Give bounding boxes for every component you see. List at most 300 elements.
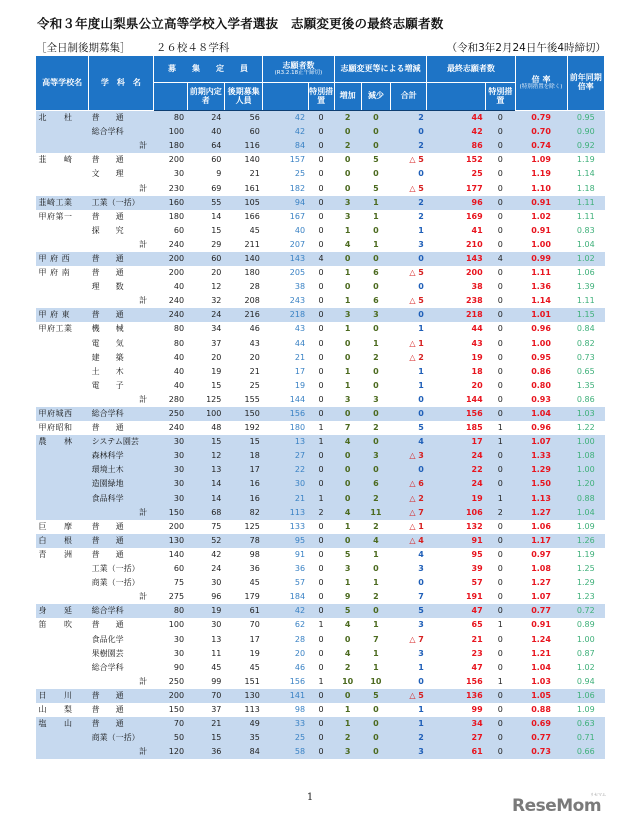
cell-dept: 理 数: [91, 282, 124, 292]
resemom-logo-kana: リセマム: [590, 792, 606, 797]
cell-dec: 2: [361, 492, 390, 506]
cell-app: 144: [289, 394, 306, 404]
cell-prev: 0.82: [576, 338, 595, 348]
header-prev: 前年同期倍率: [567, 56, 604, 111]
cell-school: [36, 492, 89, 506]
cell-tot: 2: [391, 196, 427, 210]
cell-tot: 3: [391, 745, 427, 759]
cell-tot: △ 7: [391, 506, 427, 520]
cell-late: 36: [249, 564, 260, 574]
table-row: [36, 604, 605, 618]
cell-late: 82: [224, 506, 262, 520]
cell-late: 45: [249, 578, 260, 588]
cell-sp: 0: [318, 183, 324, 193]
school-count: ２６校４８学科: [155, 42, 230, 54]
cell-cap: 250: [153, 407, 187, 421]
header-change: 志願変更等による増減: [334, 56, 427, 83]
cell-late: 18: [224, 449, 262, 463]
cell-fsp: 0: [497, 268, 503, 278]
cell-school: 笛 吹: [38, 620, 73, 630]
cell-final: 65: [471, 620, 483, 630]
header-final-blank: [427, 83, 486, 111]
cell-dept: 機 械: [91, 324, 124, 334]
table-row: [36, 548, 605, 562]
cell-dec: 0: [373, 380, 379, 390]
cell-sp: 0: [318, 521, 324, 531]
cell-final: 47: [427, 604, 486, 618]
cell-app: 13: [263, 435, 308, 449]
cell-dept: 普 通: [91, 268, 124, 278]
cell-final: 169: [465, 211, 483, 221]
cell-dept: 普 通: [91, 549, 124, 559]
cell-rate: 1.21: [531, 648, 551, 658]
cell-sp: 0: [308, 308, 334, 322]
cell-fsp: 0: [497, 366, 503, 376]
cell-final: 20: [471, 380, 483, 390]
cell-school: [36, 280, 89, 294]
cell-school: [36, 576, 89, 590]
cell-tot: △ 5: [391, 689, 427, 703]
cell-prev: 0.65: [576, 366, 595, 376]
cell-inc: 3: [344, 564, 351, 574]
cell-school: [36, 365, 89, 379]
cell-tot: 4: [391, 435, 427, 449]
cell-sp: 0: [308, 449, 334, 463]
cell-fsp: 0: [486, 604, 515, 618]
cell-late: 16: [224, 477, 262, 491]
cell-late: 21: [249, 169, 260, 179]
cell-cap: 80: [153, 111, 187, 126]
cell-tot: 1: [418, 366, 424, 376]
cell-dec: 2: [373, 592, 379, 602]
cell-sp: 0: [308, 717, 334, 731]
cell-early: 125: [206, 394, 222, 404]
cell-prev: 0.66: [567, 745, 604, 759]
cell-dept: 計: [139, 239, 148, 249]
cell-cap: 200: [168, 268, 185, 278]
cell-dec: 6: [373, 296, 379, 306]
table-row: [36, 167, 605, 181]
cell-cap: 130: [153, 534, 187, 548]
table-row: [36, 534, 605, 548]
cell-school: 青 洲: [38, 549, 73, 559]
table-row: [36, 111, 605, 126]
cell-rate: 1.07: [515, 435, 567, 449]
table-row: [36, 520, 605, 534]
cell-rate: 1.14: [531, 296, 551, 306]
cell-dept: 電 気: [91, 338, 124, 348]
cell-school: [36, 562, 89, 576]
table-row: [36, 506, 605, 520]
cell-early: 60: [187, 252, 224, 266]
cell-tot: △ 6: [391, 477, 427, 491]
cell-prev: 0.90: [567, 125, 604, 139]
cell-tot: 7: [418, 592, 424, 602]
cell-late: 192: [244, 423, 260, 433]
cell-tot: 0: [418, 578, 424, 588]
cell-final: 21: [471, 634, 483, 644]
cell-early: 36: [187, 745, 224, 759]
cell-late: 216: [224, 308, 262, 322]
table-row: [36, 661, 605, 675]
cell-sp: 0: [318, 352, 324, 362]
cell-late: 45: [249, 225, 260, 235]
cell-prev: 1.39: [576, 282, 595, 292]
cell-tot: 0: [418, 282, 424, 292]
cell-app: 207: [289, 239, 306, 249]
cell-dept: 計: [139, 676, 148, 686]
cell-late: 151: [244, 676, 260, 686]
cell-dec: 5: [373, 155, 379, 165]
cell-inc: 2: [334, 731, 361, 745]
cell-prev: 1.06: [576, 268, 595, 278]
cell-app: 143: [263, 252, 308, 266]
cell-late: 140: [244, 155, 260, 165]
cell-dept: 普 通: [89, 252, 153, 266]
header-applicants-note: (R3.2.18正午締切): [274, 70, 323, 77]
cell-rate: 1.02: [531, 211, 551, 221]
cell-school: 日 川: [36, 689, 89, 703]
cell-inc: 0: [344, 282, 351, 292]
cell-dept: 土 木: [91, 366, 124, 376]
cell-rate: 0.91: [531, 225, 551, 235]
cell-app: 36: [294, 564, 306, 574]
cell-early: 75: [211, 521, 222, 531]
cell-inc: 3: [334, 196, 361, 210]
cell-app: 58: [263, 745, 308, 759]
cell-rate: 0.99: [515, 252, 567, 266]
cell-late: 161: [244, 183, 260, 193]
cell-tot: 1: [418, 324, 424, 334]
cell-app: 19: [294, 380, 306, 390]
cell-tot: 0: [418, 676, 424, 686]
cell-sp: 1: [308, 492, 334, 506]
cell-rate: 1.19: [531, 169, 551, 179]
cell-school: [36, 181, 89, 195]
cell-tot: 1: [418, 380, 424, 390]
cell-inc: 3: [334, 308, 361, 322]
cell-fsp: 0: [497, 549, 503, 559]
cell-dept: 文 理: [91, 169, 124, 179]
cell-cap: 30: [153, 449, 187, 463]
cell-dec: 0: [373, 324, 379, 334]
cell-late: 56: [224, 111, 262, 126]
cell-dept: 工業（一括）: [89, 196, 153, 210]
cell-dept: 普 通: [89, 717, 153, 731]
cell-dec: 0: [373, 169, 379, 179]
cell-final: 177: [465, 183, 483, 193]
cell-rate: 1.05: [515, 689, 567, 703]
cell-final: 156: [465, 676, 483, 686]
header-special: 特別措置: [308, 83, 334, 111]
cell-rate: 1.24: [531, 634, 551, 644]
cell-early: 14: [211, 211, 222, 221]
table-row: [36, 576, 605, 590]
cell-cap: 150: [153, 506, 187, 520]
cell-dec: 0: [373, 282, 379, 292]
cell-final: 19: [427, 492, 486, 506]
cell-tot: 4: [418, 549, 424, 559]
cell-inc: 0: [334, 689, 361, 703]
cell-school: [36, 379, 89, 393]
cell-app: 94: [263, 196, 308, 210]
cell-dec: 11: [361, 506, 390, 520]
cell-cap: 40: [173, 366, 185, 376]
table-row: [36, 618, 605, 632]
cell-school: [36, 506, 89, 520]
cell-dec: 1: [373, 239, 379, 249]
cell-school: [36, 731, 89, 745]
cell-dec: 0: [361, 435, 390, 449]
cell-tot: 5: [418, 423, 424, 433]
cell-late: 211: [244, 239, 260, 249]
cell-late: 113: [244, 704, 260, 714]
cell-school: [36, 647, 89, 661]
cell-tot: 0: [391, 407, 427, 421]
cell-rate: 1.04: [531, 662, 551, 672]
cell-sp: 0: [308, 604, 334, 618]
cell-sp: 0: [318, 211, 324, 221]
cell-sp: 0: [318, 155, 324, 165]
cell-tot: 3: [418, 648, 424, 658]
cell-tot: △ 1: [409, 521, 424, 531]
cell-prev: 1.20: [567, 477, 604, 491]
cell-prev: 0.83: [576, 225, 595, 235]
cell-sp: 1: [318, 423, 324, 433]
cell-fsp: 0: [497, 296, 503, 306]
cell-early: 11: [211, 648, 222, 658]
cell-early: 12: [211, 282, 222, 292]
cell-final: 44: [427, 111, 486, 126]
cell-inc: 0: [334, 534, 361, 548]
cell-prev: 1.26: [567, 534, 604, 548]
cell-app: 91: [294, 549, 306, 559]
cell-sp: 0: [318, 380, 324, 390]
cell-cap: 240: [168, 239, 185, 249]
cell-dec: 0: [373, 564, 379, 574]
cell-tot: △ 5: [409, 155, 424, 165]
table-row: [36, 308, 605, 322]
cell-cap: 60: [173, 225, 185, 235]
cell-dec: 0: [361, 125, 390, 139]
cell-dec: 0: [361, 463, 390, 477]
cell-dept: 普 通: [89, 534, 153, 548]
cell-fsp: 0: [497, 521, 503, 531]
cell-early: 9: [216, 169, 222, 179]
cell-prev: 0.63: [567, 717, 604, 731]
cell-prev: 0.73: [576, 352, 595, 362]
cell-prev: 0.92: [567, 139, 604, 153]
cell-early: 70: [187, 689, 224, 703]
cell-late: 98: [249, 549, 260, 559]
cell-early: 96: [211, 592, 222, 602]
cell-school: [36, 224, 89, 238]
cell-prev: 1.11: [576, 296, 595, 306]
cell-dec: 0: [361, 717, 390, 731]
table-row: [36, 379, 605, 393]
cell-final: 47: [471, 662, 483, 672]
cell-fsp: 0: [486, 731, 515, 745]
cell-tot: 0: [391, 308, 427, 322]
cell-dept: 電 子: [91, 380, 124, 390]
cell-early: 30: [211, 578, 222, 588]
cell-final: 106: [427, 506, 486, 520]
cell-school: 山 梨: [38, 704, 73, 714]
header-department: 学 科 名: [89, 56, 153, 111]
cell-fsp: 0: [497, 211, 503, 221]
cell-prev: 1.29: [576, 578, 595, 588]
cell-app: 20: [294, 648, 306, 658]
cell-inc: 3: [334, 745, 361, 759]
cell-sp: 0: [308, 407, 334, 421]
cell-inc: 2: [344, 662, 351, 672]
cell-final: 132: [465, 521, 483, 531]
cell-rate: 0.91: [515, 196, 567, 210]
cell-cap: 60: [173, 564, 185, 574]
cell-final: 25: [471, 169, 483, 179]
cell-cap: 90: [173, 662, 185, 672]
cell-app: 180: [289, 423, 306, 433]
cell-cap: 80: [153, 604, 187, 618]
cell-inc: 0: [344, 183, 351, 193]
cell-sp: 1: [318, 676, 324, 686]
cell-final: 44: [471, 324, 483, 334]
cell-sp: 0: [318, 648, 324, 658]
cell-dec: 4: [361, 534, 390, 548]
cell-dec: 2: [373, 521, 379, 531]
cell-school: [36, 632, 89, 646]
header-applicants: [263, 56, 334, 83]
cell-school: [36, 125, 89, 139]
cell-tot: 3: [418, 620, 424, 630]
cell-early: 37: [211, 338, 222, 348]
cell-cap: 80: [173, 324, 185, 334]
cell-dept: 総合学科: [89, 125, 153, 139]
cell-cap: 240: [168, 296, 185, 306]
cell-late: 43: [249, 338, 260, 348]
cell-final: 95: [471, 549, 483, 559]
cell-rate: 0.80: [531, 380, 551, 390]
header-applicants-label: 志願者数: [282, 60, 315, 70]
cell-dec: 0: [373, 366, 379, 376]
cell-fsp: 0: [486, 125, 515, 139]
cell-fsp: 0: [497, 225, 503, 235]
cell-prev: 1.04: [576, 239, 595, 249]
cell-school: 韮崎工業: [36, 196, 89, 210]
cell-prev: 0.89: [576, 620, 595, 630]
cell-fsp: 0: [486, 196, 515, 210]
cell-app: 25: [263, 731, 308, 745]
cell-fsp: 1: [497, 423, 503, 433]
cell-dept: 総合学科: [89, 407, 153, 421]
cell-prev: 1.14: [576, 169, 595, 179]
cell-dept: 計: [89, 745, 153, 759]
cell-app: 38: [294, 282, 306, 292]
cell-app: 28: [294, 634, 306, 644]
cell-inc: 5: [344, 549, 351, 559]
cell-cap: 30: [173, 648, 185, 658]
cell-early: 12: [187, 449, 224, 463]
table-row: [36, 463, 605, 477]
table-row: [36, 421, 605, 435]
cell-school: [36, 294, 89, 308]
cell-app: 42: [263, 111, 308, 126]
cell-cap: 180: [153, 139, 187, 153]
header-final-special: 特別措置: [486, 83, 515, 111]
cell-cap: 140: [168, 549, 185, 559]
table-row: [36, 196, 605, 210]
cell-dept: 普 通: [91, 211, 124, 221]
table-row: [36, 562, 605, 576]
cell-final: 23: [471, 648, 483, 658]
cell-dec: 0: [373, 225, 379, 235]
cell-app: 40: [294, 225, 306, 235]
cell-early: 68: [187, 506, 224, 520]
cell-app: 43: [294, 324, 306, 334]
cell-prev: 1.02: [567, 252, 604, 266]
cell-dec: 0: [361, 139, 390, 153]
cell-school: 甲 府 東: [36, 308, 89, 322]
cell-dec: 3: [361, 308, 390, 322]
cell-tot: △ 5: [409, 268, 424, 278]
table-row: [36, 181, 605, 195]
cell-prev: 1.00: [567, 463, 604, 477]
cell-app: 33: [263, 717, 308, 731]
cell-dec: 10: [370, 676, 382, 686]
cell-school: [36, 449, 89, 463]
cell-school: 甲府第一: [38, 211, 73, 221]
cell-tot: 1: [418, 662, 424, 672]
cell-cap: 30: [173, 169, 185, 179]
cell-sp: 4: [308, 252, 334, 266]
cell-early: 14: [187, 492, 224, 506]
cell-dept: 建 築: [91, 352, 124, 362]
cell-cap: 70: [153, 717, 187, 731]
cell-cap: 200: [153, 252, 187, 266]
cell-cap: 40: [173, 352, 185, 362]
cell-cap: 180: [168, 211, 185, 221]
cell-sp: 0: [318, 564, 324, 574]
cell-late: 35: [224, 731, 262, 745]
header-decrease: 減少: [361, 83, 390, 111]
cell-final: 43: [471, 338, 483, 348]
cell-sp: 0: [318, 704, 324, 714]
cell-cap: 30: [153, 492, 187, 506]
table-row: [36, 703, 605, 717]
cell-app: 62: [294, 620, 306, 630]
cell-school: [36, 167, 89, 181]
cell-early: 32: [211, 296, 222, 306]
cell-dept: 工業（一括）: [91, 564, 140, 574]
cell-dec: 0: [373, 704, 379, 714]
cell-sp: 0: [308, 463, 334, 477]
cell-late: 84: [224, 745, 262, 759]
cell-sp: 0: [318, 296, 324, 306]
cell-final: 152: [465, 155, 483, 165]
cell-dept: 普 通: [89, 111, 153, 126]
header-capacity-early: 前期内定者: [187, 83, 224, 111]
cell-rate: 0.73: [515, 745, 567, 759]
cell-dec: 3: [373, 394, 379, 404]
cell-inc: 1: [344, 296, 351, 306]
table-row: [36, 322, 605, 336]
cell-early: 100: [187, 407, 224, 421]
page-title: 令和３年度山梨県公立高等学校入学者選抜 志願変更後の最終志願者数: [37, 16, 444, 31]
cell-school: [36, 661, 89, 675]
cell-cap: 120: [153, 745, 187, 759]
subtitle-left: [36, 40, 251, 55]
cell-dept: 普 通: [89, 689, 153, 703]
